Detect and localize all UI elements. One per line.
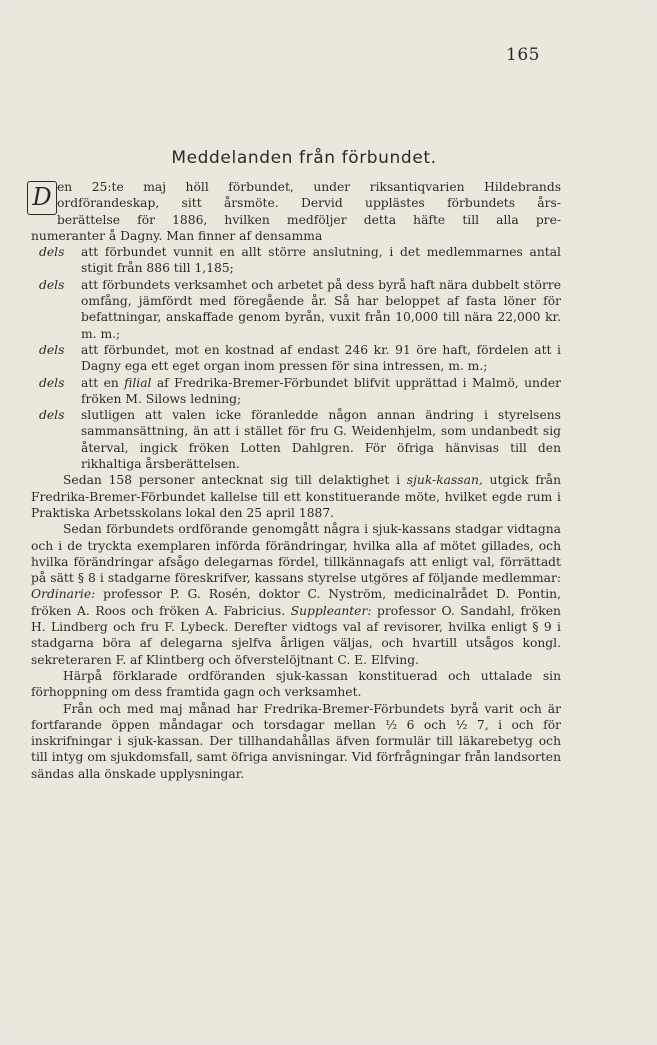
paragraph-stadgar [31, 521, 561, 668]
list-text-emphasis: filial [124, 375, 152, 390]
text-part: utgick från Fredrika-Bremer-Förbundet kallelse till ett konstituerande möte, hvilket egde rum i Praktiska Arbetsskolans lokal den 25 april 1887. [31, 473, 561, 520]
list-item [31, 244, 561, 277]
text-emphasis: sjuk-kassan, [406, 473, 483, 488]
intro-line: en 25:te maj höll förbundet, under riksantiqvarien Hildebrands [57, 180, 561, 194]
text-part: professor O. Sandahl, fröken H. Lindberg och fru F. Lybeck. Derefter vidtogs val af revisorer, hvilka enligt § 9 i stadgarna böra af delegarna sjelfva årligen väljas, och hvartill utsågos kongl. sekreteraren F. af Klintberg och öfverstelöjtnant C. E. Elfving. [31, 603, 561, 667]
list-text: att förbundets verksamhet och arbetet på dess byrå haft nära dubbelt större omfång, jämfördt med föregående år. Så har beloppet af fasta löner för befattningar, anskaffade genom byrån, vuxit från 10,000 till nära 22,000 kr. m. m.; [81, 277, 561, 341]
list-item [31, 277, 561, 342]
intro-paragraph [31, 179, 561, 244]
list-item [31, 407, 561, 472]
document-page [3, 3, 654, 1039]
paragraph-sjukkassa [31, 472, 561, 521]
list-label: dels [39, 245, 65, 260]
list-text [81, 375, 561, 408]
list-label: dels [39, 375, 65, 390]
list-item [31, 342, 561, 375]
ordinarie-label: Ordinarie: [31, 587, 96, 602]
decorative-initial: D [27, 181, 57, 215]
list-label: dels [39, 277, 65, 292]
page-number: 165 [506, 45, 540, 65]
text-part: Sedan förbundets ordförande genomgått några i sjuk-kassans stadgar vidtagna och i de tryckta exemplaren införda förändringar, hvilka alla af mötet gillades, och hvilka förändringar afsågo delegarnas fördel, tillkännagafs att enligt val, förrättadt på sätt § 8 i stadgarne föreskrifver, kassans styrelse utgöres af följande medlemmar: [31, 522, 561, 586]
text-part: Sedan 158 personer antecknat sig till delaktighet i [63, 473, 407, 488]
list-text: att förbundet, mot en kostnad af endast 246 kr. 91 öre haft, fördelen att i Dagny ega ett eget organ inom pressen för sina intressen, m. m.; [81, 342, 561, 374]
list-item [31, 375, 561, 408]
paragraph-byra: Från och med maj månad har Fredrika-Bremer-Förbundets byrå varit och är fortfarande öppen måndagar och torsdagar mellan ½ 6 och ½ 7, i och för inskrifningar i sjuk-kassan. Der tillhandahållas äfven formulär till läkarebetyg och till intyg om sjukdomsfall, samt öfriga anvisningar. Vid förfrågningar från landsorten sändas alla önskade upplysningar. [31, 701, 561, 781]
paragraph-konstituerad: Härpå förklarade ordföranden sjuk-kassan konstituerad och uttalade sin förhoppning om dess framtida gagn och verksamhet. [31, 668, 561, 700]
article-body [31, 179, 561, 782]
intro-line: ordförandeskap, sitt årsmöte. Dervid upplästes förbundets års- [57, 196, 561, 211]
page-title: Meddelanden från förbundet. [171, 148, 437, 168]
list-label: dels [39, 408, 65, 423]
list-text: att förbundet vunnit en allt större anslutning, i det medlemmarnes antal stigit från 886 till 1,185; [81, 245, 561, 276]
suppleanter-label: Suppleanter: [290, 603, 372, 618]
list-label: dels [39, 342, 65, 357]
list-text-part: att en [81, 375, 125, 390]
list-text-part: af Fredrika-Bremer-Förbundet blifvit upprättad i Malmö, under fröken M. Silows ledning; [81, 375, 561, 406]
list-text: slutligen att valen icke föranledde någon annan ändring i styrelsens sammansättning, än att i stället för fru G. Weidenhjelm, som undanbedt sig återval, ingick fröken Lotten Dahlgren. För öfriga hänvisas till den rikhaltiga årsberättelsen. [81, 408, 561, 472]
intro-line: numeranter å Dagny. Man finner af densamma [31, 228, 323, 243]
text-part: professor P. G. Rosén, doktor C. Nyström, medicinalrådet D. Pontin, fröken A. Roos och fröken A. Fabricius. [31, 587, 561, 618]
intro-line: berättelse för 1886, hvilken medföljer detta häfte till alla pre- [57, 212, 561, 227]
